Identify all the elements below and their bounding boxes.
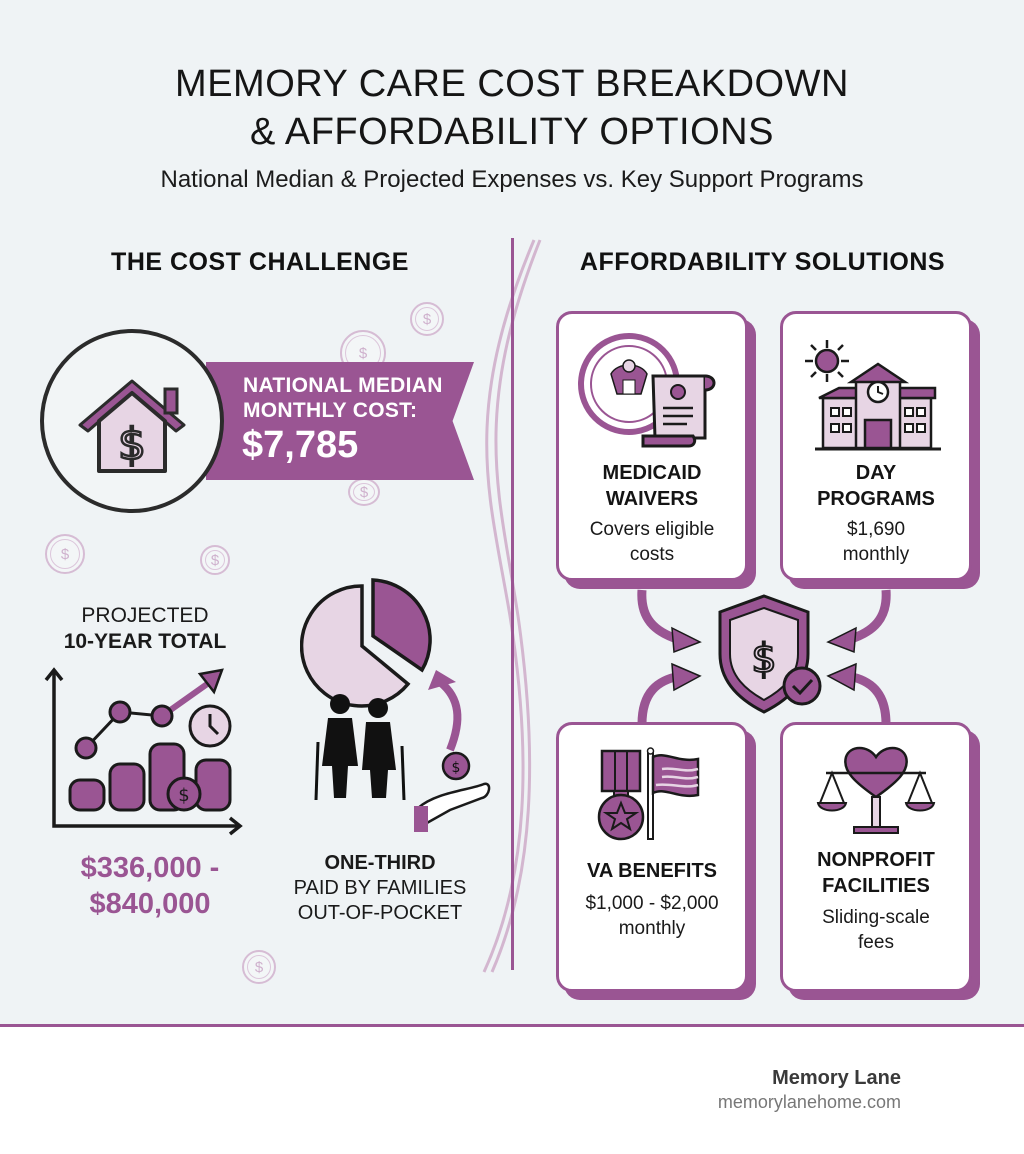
card-desc-line-1: $1,000 - $2,000	[585, 893, 719, 914]
brand-name: Memory Lane	[772, 1067, 901, 1089]
title-line-2: & AFFORDABILITY OPTIONS	[250, 111, 774, 153]
card-description	[559, 517, 745, 567]
svg-text:$: $	[178, 785, 190, 806]
coin-icon: $	[340, 330, 386, 376]
card-desc-line-1: $1,690	[846, 519, 906, 540]
page-title	[0, 60, 1024, 156]
growth-chart-coins-icon	[40, 660, 250, 840]
median-cost-value: $7,785	[242, 424, 359, 466]
card-desc-line-2: fees	[858, 932, 894, 953]
coin-icon: $	[410, 302, 444, 336]
section-divider-waves	[480, 236, 550, 976]
card-description	[783, 905, 969, 955]
card-title	[559, 460, 745, 512]
coin-icon: $	[200, 545, 230, 575]
projected-value-line-1: $336,000 -	[80, 852, 220, 884]
card-va-benefits	[556, 722, 748, 992]
affordability-heading: AFFORDABILITY SOLUTIONS	[579, 248, 946, 276]
svg-text:$: $	[118, 419, 146, 470]
title-line-1: MEMORY CARE COST BREAKDOWN	[175, 63, 849, 105]
card-desc-line-2: costs	[629, 544, 675, 565]
svg-text:$: $	[751, 636, 777, 682]
card-desc-line-2: monthly	[842, 544, 910, 565]
card-title-line-1: VA BENEFITS	[586, 860, 717, 882]
card-title-line-1: MEDICAID	[602, 462, 702, 484]
projected-label	[40, 603, 250, 655]
page-subtitle: National Median & Projected Expenses vs. Key Support Programs	[160, 166, 864, 193]
brand-url[interactable]: memorylanehome.com	[717, 1092, 901, 1112]
house-dollar-icon	[40, 329, 224, 513]
government-seal-document-icon	[559, 332, 745, 448]
median-label-line-1: NATIONAL MEDIAN	[243, 374, 443, 397]
out-of-pocket-line-3: OUT-OF-POCKET	[297, 902, 463, 924]
one-third-label: ONE-THIRD	[324, 852, 436, 874]
footer	[0, 1024, 1024, 1154]
card-description	[783, 517, 969, 567]
projected-label-line-2: 10-YEAR TOTAL	[63, 630, 227, 653]
out-of-pocket-line-2: PAID BY FAMILIES	[293, 877, 467, 899]
shield-dollar-check-icon	[630, 588, 900, 728]
card-title-line-2: FACILITIES	[822, 875, 930, 897]
card-title-line-2: PROGRAMS	[817, 488, 935, 510]
card-desc-line-1: Sliding-scale	[822, 907, 930, 928]
coin-icon: $	[45, 534, 85, 574]
card-title-line-1: DAY	[855, 462, 897, 484]
card-title	[559, 858, 745, 884]
card-title-line-1: NONPROFIT	[817, 849, 935, 871]
coin-icon: $	[242, 950, 276, 984]
card-medicaid-waivers	[556, 311, 748, 581]
card-title	[783, 460, 969, 512]
card-desc-line-2: monthly	[618, 918, 686, 939]
section-divider	[511, 238, 514, 970]
card-description	[559, 891, 745, 941]
svg-text:$: $	[451, 760, 461, 776]
projected-total-value	[45, 850, 255, 922]
cost-challenge-heading: THE COST CHALLENGE	[111, 248, 409, 276]
medal-flag-icon	[559, 747, 745, 843]
card-desc-line-1: Covers eligible	[589, 519, 715, 540]
card-day-programs	[780, 311, 972, 581]
card-title	[783, 847, 969, 899]
card-title-line-2: WAIVERS	[605, 488, 699, 510]
coin-icon: $	[348, 478, 380, 506]
heart-scales-icon	[783, 741, 969, 837]
projected-label-line-1: PROJECTED	[81, 604, 209, 627]
building-sun-icon	[783, 336, 969, 452]
median-label-line-2: MONTHLY COST:	[243, 399, 418, 422]
projected-value-line-2: $840,000	[89, 888, 211, 920]
out-of-pocket-label	[270, 851, 490, 926]
pie-chart-elderly-couple-icon	[300, 570, 500, 840]
median-cost-label	[243, 373, 463, 423]
card-nonprofit-facilities	[780, 722, 972, 992]
